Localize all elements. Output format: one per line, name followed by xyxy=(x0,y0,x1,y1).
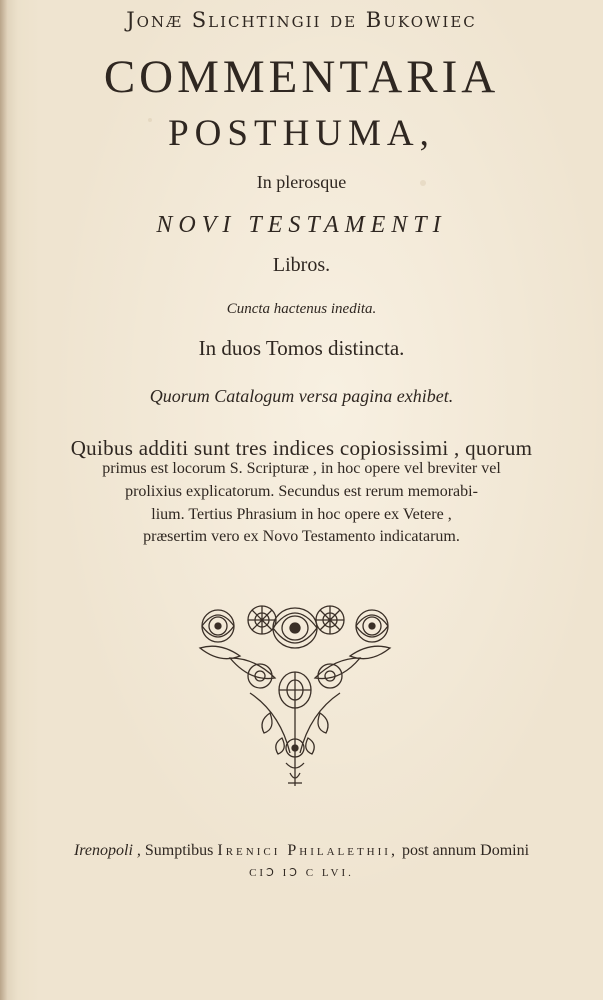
quibus-line: Quibus additi sunt tres indices copiosissimi , quorum xyxy=(70,436,533,460)
flower-icon xyxy=(279,672,311,708)
cuncta-line: Cuncta hactenus inedita. xyxy=(226,301,377,317)
subtitle: POSTHUMA, xyxy=(168,113,435,154)
publication-year: CIↃ IↃ C LVI. xyxy=(249,867,354,879)
description-line-1: primus est locorum S. Scripturæ , in hoc opere vel breviter vel xyxy=(102,460,501,477)
catalogum-line: Quorum Catalogum versa pagina exhibet. xyxy=(149,386,454,406)
flower-icon xyxy=(316,606,344,634)
flower-icon xyxy=(356,610,388,642)
flower-icon xyxy=(318,664,342,688)
in-plerosque-line: In plerosque xyxy=(256,172,347,192)
author-line: Jonæ Slichtingii de Bukowiec xyxy=(126,8,477,32)
description-line-3: lium. Tertius Phrasium in hoc opere ex Vetere , xyxy=(151,506,452,523)
description-line-2: prolixius explicatorum. Secundus est rerum memorabi- xyxy=(125,483,478,500)
flower-icon xyxy=(273,608,317,648)
flower-icon xyxy=(248,606,276,634)
floral-ornament-icon xyxy=(190,598,400,788)
novi-testamenti-line: NOVI TESTAMENTI xyxy=(156,212,447,238)
description-line-4: præsertim vero ex Novo Testamento indicatarum. xyxy=(143,528,460,545)
flower-icon xyxy=(248,664,272,688)
tomos-line: In duos Tomos distincta. xyxy=(198,336,405,360)
flower-icon xyxy=(202,610,234,642)
imprint-printer: Irenici Philalethii, xyxy=(217,842,398,859)
imprint-sumptibus: Sumptibus xyxy=(144,842,214,859)
main-title: COMMENTARIA xyxy=(103,51,500,103)
imprint-post: post annum Domini xyxy=(401,842,530,859)
libros-line: Libros. xyxy=(272,254,331,276)
imprint-place: Irenopoli , xyxy=(73,842,141,859)
imprint-line xyxy=(0,842,603,860)
